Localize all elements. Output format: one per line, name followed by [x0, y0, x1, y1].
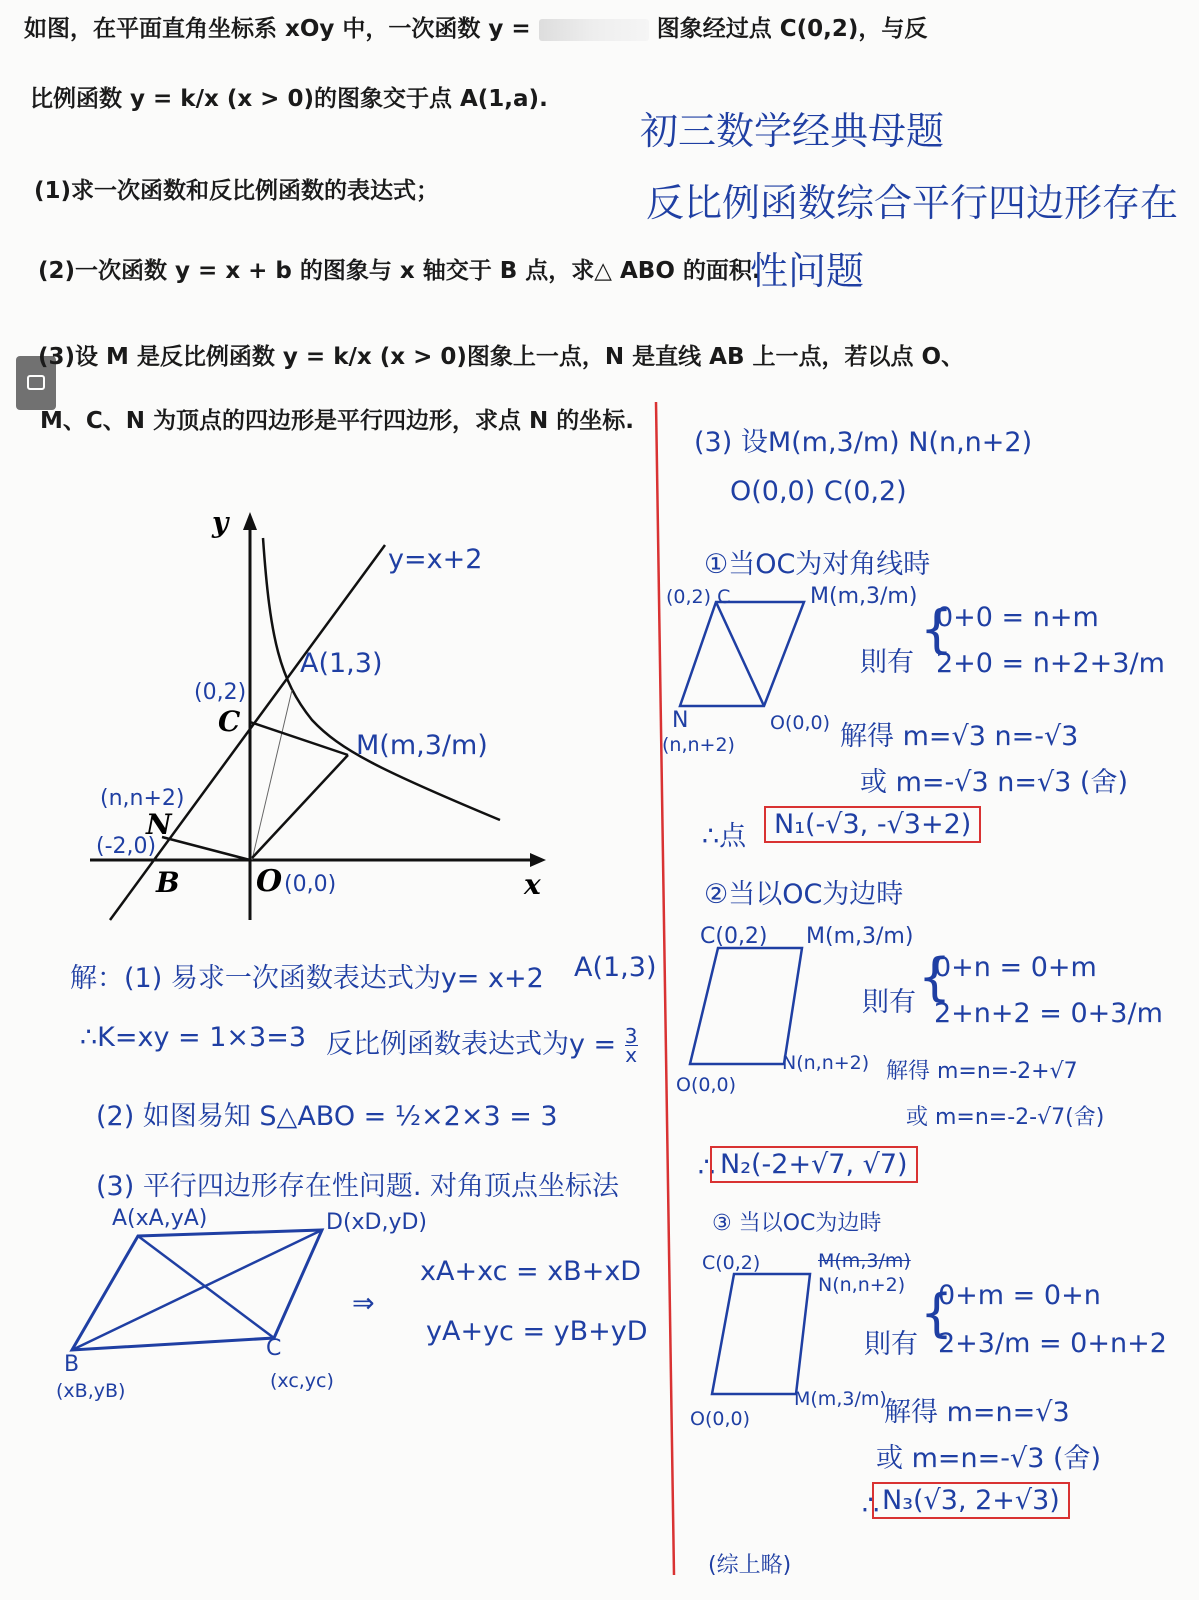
parallelogram-figure — [60, 1220, 330, 1370]
case-2-answer-prefix: ∴ — [698, 1152, 716, 1183]
implies-arrow: ⇒ — [352, 1288, 375, 1319]
point-a-label: A(1,3) — [300, 648, 383, 679]
point-c-coord: (0,2) — [194, 680, 247, 705]
case-1-answer: N₁(-√3, -√3+2) — [764, 806, 981, 843]
case-2-brace: { — [918, 948, 952, 1008]
case-3-solution: 解得 m=n=√3 — [884, 1397, 1070, 1428]
question-3a: (3)设 M 是反比例函数 y = k/x (x > 0)图象上一点，N 是直线 AB 上一点，若以点 O、 — [38, 344, 965, 370]
note-title-1: 初三数学经典母题 — [640, 109, 945, 153]
formula-x: xA+xc = xB+xD — [420, 1256, 642, 1287]
question-1: (1)求一次函数和反比例函数的表达式； — [34, 178, 440, 204]
case-3-m-label: M(m,3/m) — [794, 1388, 887, 1410]
case-3-c-label: C(0,2) — [702, 1252, 761, 1274]
case-2-zeyou: 則有 — [862, 987, 916, 1018]
set-points: (3) 设M(m,3/m) N(n,n+2) — [694, 427, 1033, 458]
fraction-den: x — [625, 1043, 638, 1067]
solution-1d-text: 反比例函数表达式为y = — [326, 1029, 617, 1060]
case-3-answer-prefix: ∴ — [862, 1490, 880, 1521]
case-3-eq1: 0+m = 0+n — [938, 1280, 1101, 1311]
formula-y: yA+yc = yB+yD — [426, 1316, 648, 1347]
fraction-3-over-x — [624, 1024, 638, 1067]
solution-1d — [326, 1022, 638, 1067]
y-axis-label: y — [212, 506, 229, 539]
point-m-label: M(m,3/m) — [356, 730, 488, 761]
solution-1a: 解：(1) 易求一次函数表达式为y= x+2 — [70, 963, 544, 994]
point-o-label: O — [256, 864, 283, 899]
case-3-title: ③ 当以OC为边時 — [712, 1211, 882, 1236]
fig-b-coord: (xB,yB) — [56, 1380, 126, 1402]
case-1-eq1: 0+0 = n+m — [936, 602, 1099, 633]
problem-line-1 — [24, 10, 927, 43]
fig-c-label: C — [266, 1336, 282, 1361]
problem-line-1b: 图象经过点 C(0,2)，与反 — [656, 16, 928, 42]
case-1-figure — [674, 596, 814, 716]
case-1-n-label: N — [672, 708, 689, 733]
fig-a-label: A(xA,yA) — [112, 1206, 208, 1231]
case-2-n-label: N(n,n+2) — [782, 1052, 870, 1074]
case-2-title: ②当以OC为边時 — [704, 879, 904, 910]
case-1-alternative: 或 m=-√3 n=√3 (舍) — [860, 767, 1128, 798]
known-points: O(0,0) C(0,2) — [730, 476, 907, 507]
point-n-coord: (n,n+2) — [100, 786, 185, 811]
case-3-answer: N₃(√3, 2+√3) — [872, 1482, 1070, 1519]
case-1-solution: 解得 m=√3 n=-√3 — [840, 721, 1079, 752]
case-1-answer-prefix: ∴点 — [702, 821, 747, 852]
question-2: (2)一次函数 y = x + b 的图象与 x 轴交于 B 点，求△ ABO 的面积. — [38, 258, 761, 284]
case-2-m-label: M(m,3/m) — [806, 924, 914, 949]
case-3-zeyou: 則有 — [864, 1329, 918, 1360]
fig-d-label: D(xD,yD) — [326, 1210, 428, 1235]
point-o-coord: (0,0) — [284, 872, 337, 897]
case-1-eq2: 2+0 = n+2+3/m — [936, 648, 1165, 679]
case-3-alternative: 或 m=n=-√3 (舍) — [876, 1443, 1102, 1474]
case-1-m-label: M(m,3/m) — [810, 584, 918, 609]
problem-line-2: 比例函数 y = k/x (x > 0)的图象交于点 A(1,a). — [30, 86, 548, 112]
case-2-o-label: O(0,0) — [676, 1074, 736, 1096]
case-1-o-label: O(0,0) — [770, 712, 830, 734]
note-title-3: 性问题 — [750, 249, 865, 293]
problem-line-1a: 如图，在平面直角坐标系 xOy 中，一次函数 y = — [24, 16, 531, 42]
case-1-c-label: (0,2) C — [666, 586, 731, 608]
blurred-expression — [539, 19, 649, 41]
function-graph — [80, 500, 580, 930]
solution-3: (3) 平行四边形存在性问题. 对角顶点坐标法 — [96, 1171, 619, 1202]
note-title-2: 反比例函数综合平行四边形存在 — [646, 181, 1179, 225]
case-1-brace: { — [920, 600, 954, 660]
case-2-eq2: 2+n+2 = 0+3/m — [934, 998, 1163, 1029]
case-1-zeyou: 則有 — [860, 647, 914, 678]
line-label: y=x+2 — [388, 544, 483, 575]
point-n-label: N — [146, 808, 172, 841]
case-1-n-coord: (n,n+2) — [662, 734, 735, 756]
point-b-coord: (-2,0) — [96, 834, 157, 859]
case-2-solution: 解得 m=n=-2+√7 — [886, 1059, 1078, 1084]
solution-1b: A(1,3) — [574, 952, 657, 983]
question-3b: M、C、N 为顶点的四边形是平行四边形，求点 N 的坐标. — [40, 408, 635, 434]
solution-1c: ∴K=xy = 1×3=3 — [80, 1022, 307, 1053]
case-3-figure — [706, 1266, 816, 1406]
conclusion-note: (综上略) — [708, 1553, 792, 1578]
x-axis-label: x — [524, 868, 541, 901]
fig-c-coord: (xc,yc) — [270, 1370, 334, 1392]
case-2-alternative: 或 m=n=-2-√7(舍) — [906, 1105, 1105, 1130]
case-3-eq2: 2+3/m = 0+n+2 — [938, 1328, 1167, 1359]
case-3-m-struck: M(m,3/m) — [818, 1250, 911, 1272]
fig-b-label: B — [64, 1352, 80, 1377]
point-b-label: B — [156, 866, 180, 899]
case-3-brace: { — [920, 1284, 954, 1344]
case-3-n-label: N(n,n+2) — [818, 1274, 906, 1296]
point-c-label: C — [218, 705, 241, 738]
case-2-answer: N₂(-2+√7, √7) — [710, 1146, 918, 1183]
solution-2: (2) 如图易知 S△ABO = ½×2×3 = 3 — [96, 1101, 558, 1132]
case-2-eq1: 0+n = 0+m — [934, 952, 1097, 983]
case-2-c-label: C(0,2) — [700, 924, 768, 949]
fraction-num: 3 — [624, 1024, 638, 1048]
case-3-o-label: O(0,0) — [690, 1408, 750, 1430]
case-1-title: ①当OC为对角线時 — [704, 549, 931, 580]
